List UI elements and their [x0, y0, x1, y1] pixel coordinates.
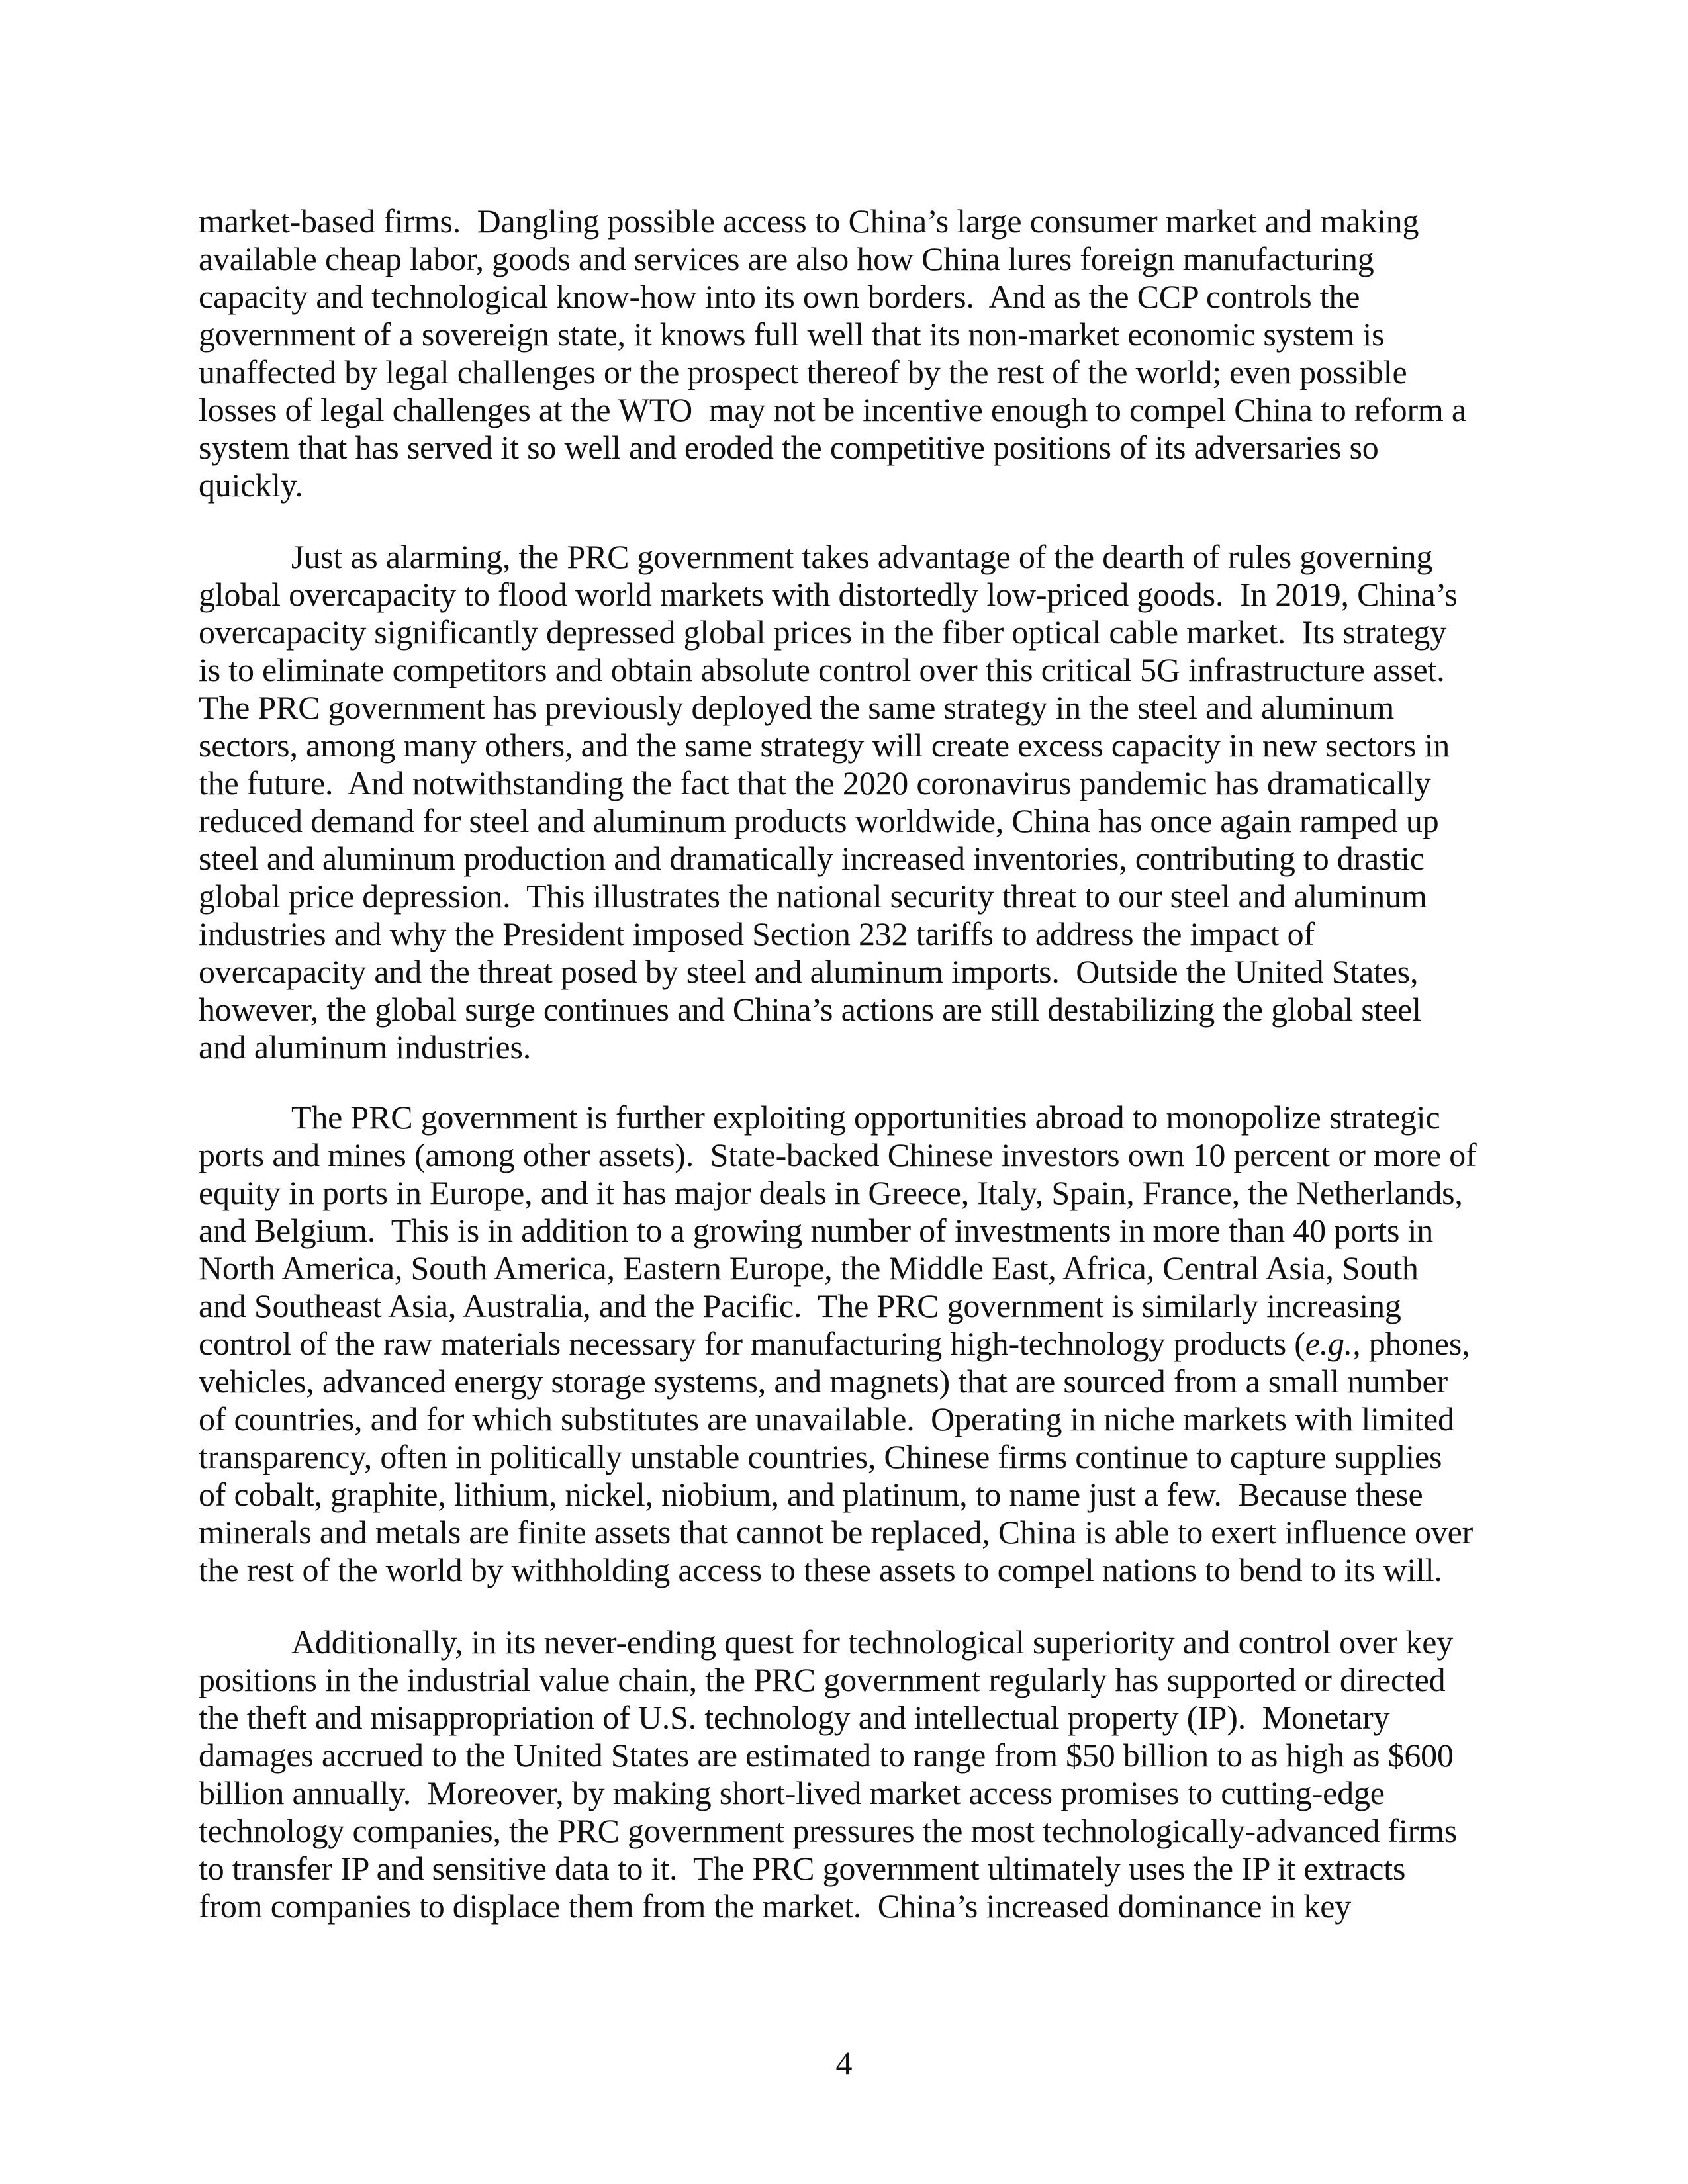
text-line: overcapacity and the threat posed by steel and aluminum imports. Outside the United States,	[199, 953, 1419, 990]
text-line: of countries, and for which substitutes are unavailable. Operating in niche markets with limited	[199, 1400, 1454, 1437]
text-line: of cobalt, graphite, lithium, nickel, niobium, and platinum, to name just a few. Because these	[199, 1476, 1423, 1513]
text-line: capacity and technological know-how into its own borders. And as the CCP controls the	[199, 278, 1360, 315]
paragraph-2	[199, 538, 1496, 1066]
page-number: 4	[835, 2044, 853, 2081]
text-line: is to eliminate competitors and obtain absolute control over this critical 5G infrastructure asset.	[199, 651, 1445, 688]
text-line: available cheap labor, goods and services are also how China lures foreign manufacturing	[199, 240, 1374, 277]
text-line: market-based firms. Dangling possible access to China’s large consumer market and making	[199, 203, 1419, 240]
text-line: The PRC government has previously deployed the same strategy in the steel and aluminum	[199, 689, 1395, 726]
text-line: overcapacity significantly depressed global prices in the fiber optical cable market. Its strategy	[199, 614, 1447, 651]
paragraph-1	[199, 203, 1496, 504]
text-line: the theft and misappropriation of U.S. technology and intellectual property (IP). Monetary	[199, 1699, 1390, 1736]
text-line: and aluminum industries.	[199, 1028, 532, 1066]
text-line: system that has served it so well and eroded the competitive positions of its adversaries so	[199, 429, 1379, 466]
text-line: industries and why the President imposed Section 232 tariffs to address the impact of	[199, 915, 1315, 952]
text-line: reduced demand for steel and aluminum products worldwide, China has once again ramped up	[199, 802, 1439, 839]
text-line: vehicles, advanced energy storage systems, and magnets) that are sourced from a small number	[199, 1363, 1448, 1400]
text-line: sectors, among many others, and the same strategy will create excess capacity in new sectors in	[199, 727, 1450, 764]
text-line: ports and mines (among other assets). State-backed Chinese investors own 10 percent or more of	[199, 1136, 1477, 1173]
text-line: government of a sovereign state, it knows full well that its non-market economic system is	[199, 316, 1385, 353]
text-line: Just as alarming, the PRC government takes advantage of the dearth of rules governing	[291, 538, 1433, 575]
text-line: steel and aluminum production and dramatically increased inventories, contributing to drastic	[199, 840, 1425, 877]
text-line: to transfer IP and sensitive data to it. The PRC government ultimately uses the IP it extracts	[199, 1850, 1406, 1887]
paragraph-3	[199, 1099, 1496, 1589]
paragraph-4	[199, 1623, 1496, 1925]
text-line: and Belgium. This is in addition to a growing number of investments in more than 40 ports in	[199, 1212, 1433, 1249]
text-line	[199, 1325, 1496, 1363]
text-line: from companies to displace them from the market. China’s increased dominance in key	[199, 1888, 1351, 1925]
text-line: The PRC government is further exploiting opportunities abroad to monopolize strategic	[291, 1099, 1440, 1136]
text-line: billion annually. Moreover, by making short-lived market access promises to cutting-edge	[199, 1774, 1385, 1811]
text-line: the future. And notwithstanding the fact that the 2020 coronavirus pandemic has dramatically	[199, 764, 1431, 801]
text-line: transparency, often in politically unstable countries, Chinese firms continue to capture supplies	[199, 1438, 1442, 1475]
italic-abbreviation: e.g.,	[1305, 1325, 1361, 1362]
text-line: minerals and metals are finite assets that cannot be replaced, China is able to exert influence over	[199, 1514, 1474, 1551]
text-line: the rest of the world by withholding access to these assets to compel nations to bend to its will.	[199, 1551, 1442, 1588]
text-line: damages accrued to the United States are estimated to range from $50 billion to as high as $600	[199, 1737, 1454, 1774]
text-line: global price depression. This illustrates the national security threat to our steel and aluminum	[199, 878, 1427, 915]
text-line: however, the global surge continues and China’s actions are still destabilizing the global steel	[199, 991, 1421, 1028]
text-line: North America, South America, Eastern Europe, the Middle East, Africa, Central Asia, South	[199, 1250, 1419, 1287]
text-segment: phones,	[1360, 1325, 1470, 1362]
text-line: unaffected by legal challenges or the prospect thereof by the rest of the world; even possible	[199, 353, 1407, 390]
text-line: technology companies, the PRC government pressures the most technologically-advanced firms	[199, 1812, 1457, 1849]
text-line: positions in the industrial value chain, the PRC government regularly has supported or directed	[199, 1661, 1446, 1698]
text-line: equity in ports in Europe, and it has major deals in Greece, Italy, Spain, France, the Netherlands,	[199, 1174, 1463, 1211]
text-line: Additionally, in its never-ending quest for technological superiority and control over key	[291, 1623, 1454, 1661]
text-segment: control of the raw materials necessary for manufacturing high-technology products (	[199, 1325, 1305, 1362]
text-line: global overcapacity to flood world markets with distortedly low-priced goods. In 2019, China’s	[199, 576, 1458, 613]
text-line: and Southeast Asia, Australia, and the Pacific. The PRC government is similarly increasing	[199, 1287, 1401, 1324]
text-line: quickly.	[199, 467, 303, 504]
text-line: losses of legal challenges at the WTO may not be incentive enough to compel China to reform a	[199, 391, 1466, 428]
